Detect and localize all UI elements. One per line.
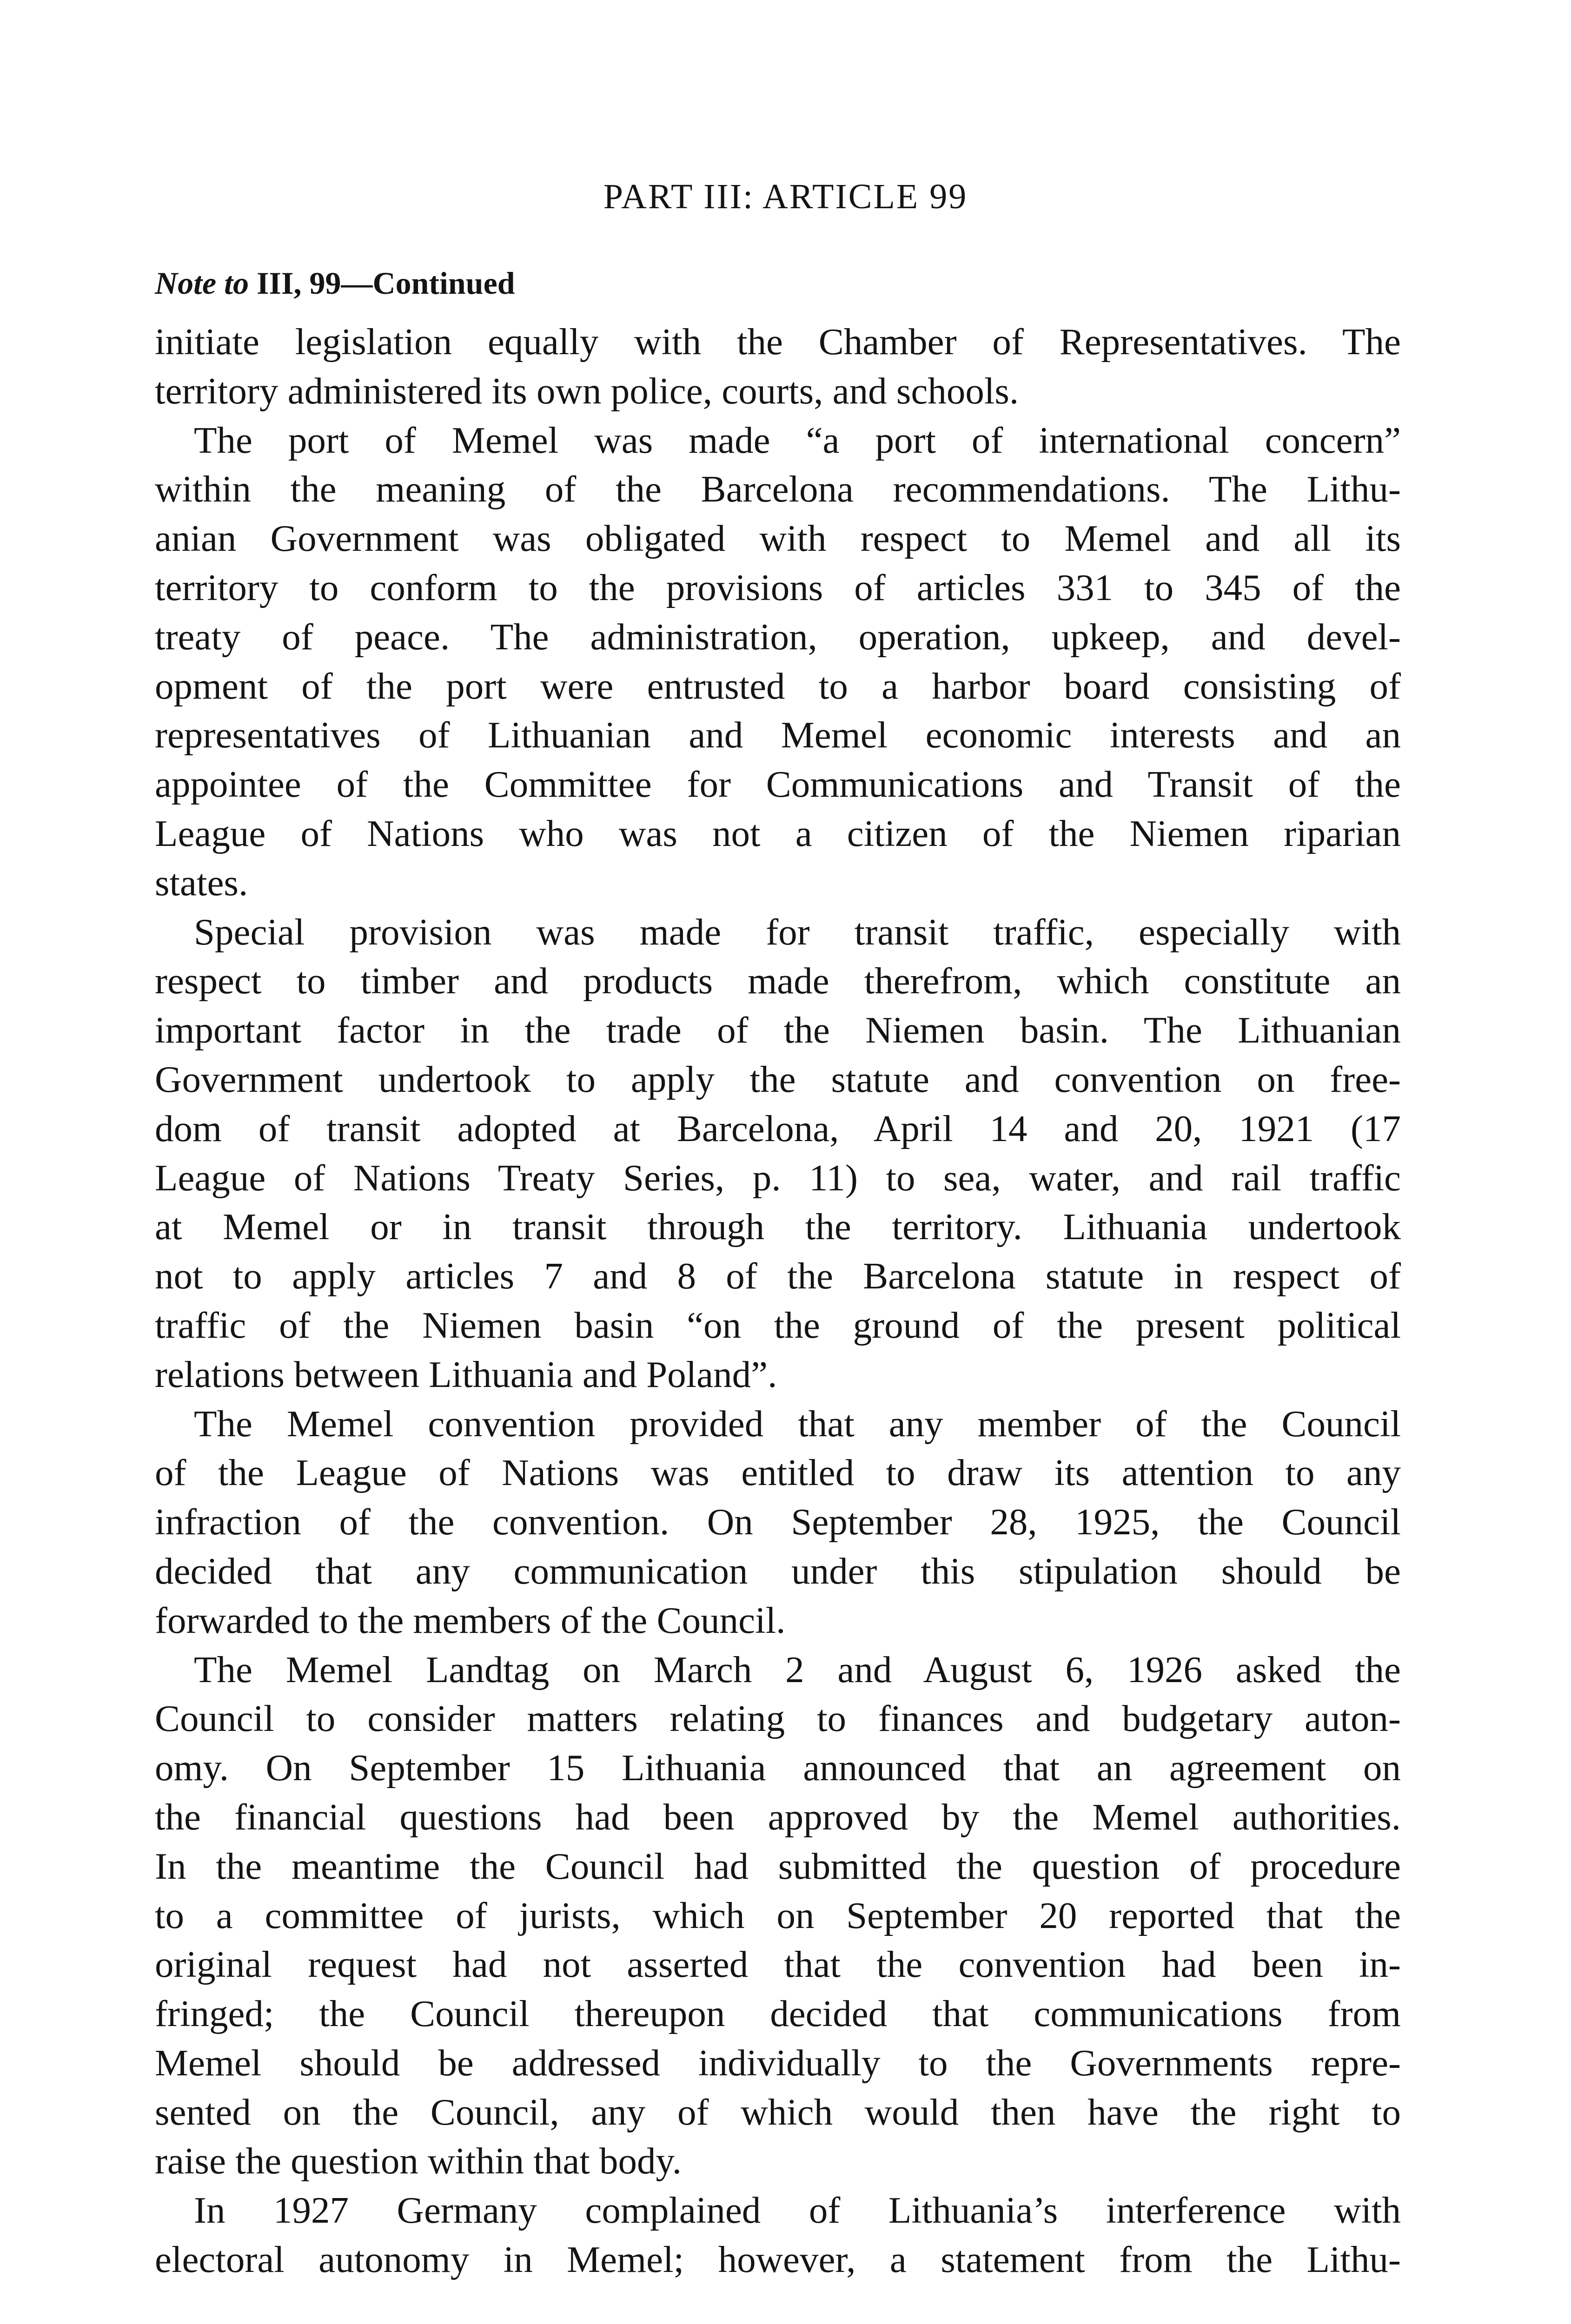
body-text (155, 317, 1401, 2284)
body-line: The Memel Landtag on March 2 and August 6, 1926 asked the (194, 1648, 1401, 1690)
body-line: to a committee of jurists, which on September 20 reported that the (155, 1894, 1401, 1936)
body-line: representatives of Lithuanian and Memel economic interests and an (155, 714, 1401, 756)
body-line: Council to consider matters relating to finances and budgetary auton- (155, 1697, 1401, 1740)
section-note (155, 267, 515, 299)
body-line: Memel should be addressed individually to the Governments repre- (155, 2041, 1401, 2084)
section-note-prefix: Note to (155, 265, 249, 301)
body-line: territory to conform to the provisions of articles 331 to 345 of the (155, 566, 1401, 608)
body-line: sented on the Council, any of which would then have the right to (155, 2091, 1401, 2133)
body-line: initiate legislation equally with the Chamber of Representatives. The (155, 321, 1401, 363)
body-line: fringed; the Council thereupon decided that communications from (155, 1993, 1401, 2035)
body-line: not to apply articles 7 and 8 of the Barcelona statute in respect of (155, 1255, 1401, 1297)
body-line: League of Nations who was not a citizen of the Niemen riparian (155, 812, 1401, 854)
body-line: electoral autonomy in Memel; however, a statement from the Lithu- (155, 2238, 1401, 2281)
body-line: original request had not asserted that the convention had been in- (155, 1943, 1401, 1986)
section-note-rest: III, 99—Continued (249, 265, 515, 301)
body-line: Government undertook to apply the statute and convention on free- (155, 1058, 1401, 1100)
body-line: infraction of the convention. On September 28, 1925, the Council (155, 1501, 1401, 1543)
body-line: forwarded to the members of the Council. (155, 1599, 786, 1641)
body-line: The port of Memel was made “a port of international concern” (194, 419, 1401, 461)
body-line: League of Nations Treaty Series, p. 11) to sea, water, and rail traffic (155, 1156, 1401, 1199)
body-line: Special provision was made for transit traffic, especially with (194, 911, 1401, 953)
body-line: within the meaning of the Barcelona recommendations. The Lithu- (155, 468, 1401, 510)
body-line: at Memel or in transit through the territory. Lithuania undertook (155, 1206, 1401, 1248)
body-line: The Memel convention provided that any member of the Council (194, 1402, 1401, 1445)
body-line: territory administered its own police, courts, and schools. (155, 370, 1019, 412)
body-line: decided that any communication under this stipulation should be (155, 1550, 1401, 1592)
body-line: appointee of the Committee for Communications and Transit of the (155, 763, 1401, 805)
body-line: omy. On September 15 Lithuania announced that an agreement on (155, 1747, 1401, 1789)
running-head: PART III: ARTICLE 99 (603, 177, 968, 216)
body-line: In the meantime the Council had submitted the question of procedure (155, 1845, 1401, 1887)
body-line: anian Government was obligated with respect to Memel and all its (155, 517, 1401, 560)
body-line: treaty of peace. The administration, operation, upkeep, and devel- (155, 615, 1401, 658)
body-line: relations between Lithuania and Poland”. (155, 1353, 777, 1395)
body-line: respect to timber and products made therefrom, which constitute an (155, 960, 1401, 1002)
body-line: states. (155, 861, 248, 904)
body-line: dom of transit adopted at Barcelona, April 14 and 20, 1921 (17 (155, 1107, 1401, 1149)
body-line: of the League of Nations was entitled to draw its attention to any (155, 1452, 1401, 1494)
body-line: the financial questions had been approved by the Memel authorities. (155, 1796, 1401, 1838)
body-line: important factor in the trade of the Niemen basin. The Lithuanian (155, 1009, 1401, 1051)
body-line: traffic of the Niemen basin “on the ground of the present political (155, 1304, 1401, 1346)
body-line: In 1927 Germany complained of Lithuania’s interference with (194, 2189, 1401, 2232)
body-line: opment of the port were entrusted to a harbor board consisting of (155, 665, 1401, 707)
body-line: raise the question within that body. (155, 2140, 682, 2182)
